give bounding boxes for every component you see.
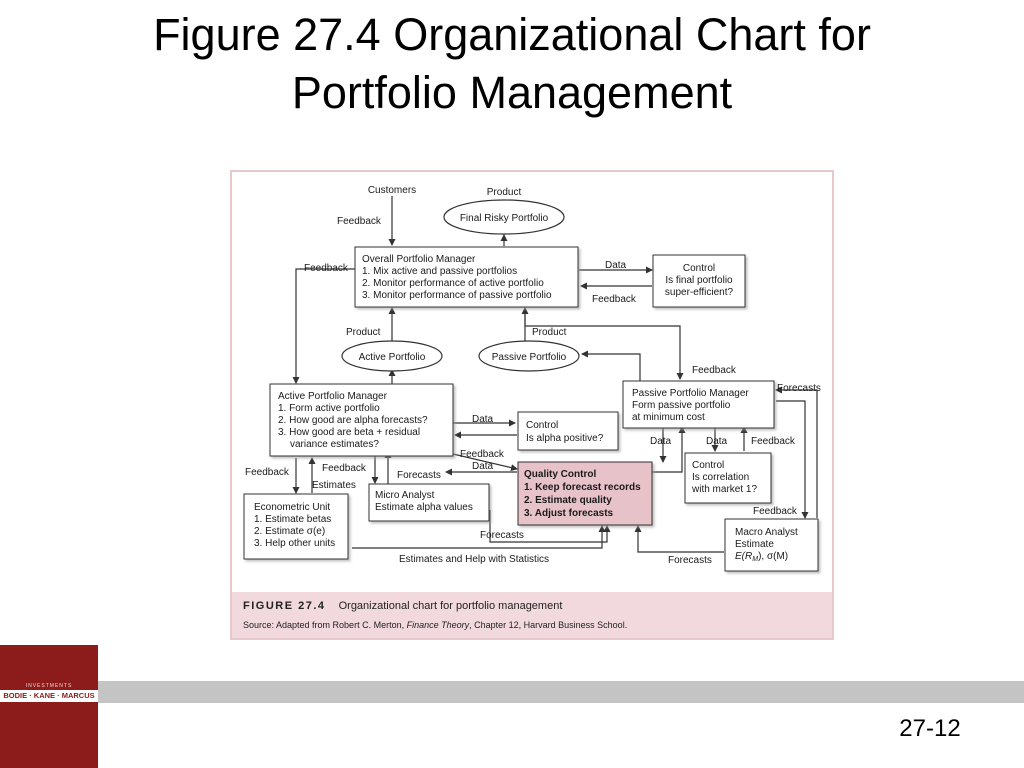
page-number: 27-12 — [899, 715, 961, 742]
label-forecasts: Forecasts — [480, 530, 524, 541]
box-line: Form passive portfolio — [632, 400, 731, 411]
box-line: Micro Analyst — [375, 490, 435, 501]
slide-title — [0, 6, 1024, 122]
label-forecasts: Forecasts — [668, 555, 712, 566]
logo-band — [0, 690, 98, 702]
box-line: Macro Analyst — [735, 527, 798, 538]
box-line: super-efficient? — [664, 287, 734, 298]
label-data: Data — [472, 414, 494, 425]
label-forecasts: Forecasts — [777, 383, 821, 394]
footer-bar — [98, 681, 1024, 703]
box-control-final-portfolio — [653, 255, 745, 307]
caption-source-book: Finance Theory — [406, 620, 470, 630]
label-feedback: Feedback — [592, 294, 636, 305]
box-line: Active Portfolio Manager — [278, 391, 387, 402]
ellipse-passive-label: Passive Portfolio — [491, 352, 567, 363]
caption-text: Organizational chart for portfolio management — [338, 600, 563, 612]
caption-source-suffix: , Chapter 12, Harvard Business School. — [469, 620, 628, 630]
box-line: with market 1? — [692, 484, 758, 495]
box-line: at minimum cost — [632, 412, 705, 423]
box-line: 1. Estimate betas — [254, 514, 332, 525]
label-customers: Customers — [367, 185, 417, 196]
box-line: 3. Adjust forecasts — [524, 508, 614, 519]
box-line: 1. Keep forecast records — [524, 482, 641, 493]
label-data: Data — [706, 436, 728, 447]
box-quality-control — [518, 462, 652, 525]
arrow-feedback-qc-to-macro — [776, 401, 805, 518]
box-line: Econometric Unit — [254, 502, 331, 513]
box-overall-portfolio-manager — [355, 247, 578, 307]
box-line: 3. How good are beta + residual — [278, 427, 421, 438]
label-data: Data — [605, 260, 627, 271]
label-product: Product — [532, 327, 567, 338]
box-line: Is final portfolio — [665, 275, 733, 286]
box-passive-portfolio-manager — [623, 381, 774, 428]
logo-top-text: INVESTMENTS — [25, 683, 73, 689]
ellipse-final-risky-portfolio — [444, 200, 564, 234]
label-feedback: Feedback — [304, 263, 348, 274]
slide-title-line-1: Figure 27.4 Organizational Chart for — [153, 9, 871, 60]
label-feedback: Feedback — [692, 365, 736, 376]
box-line: Control — [692, 460, 725, 471]
arrow-estimates-help — [352, 526, 602, 548]
box-line: variance estimates? — [290, 439, 379, 450]
box-line: Quality Control — [524, 469, 597, 480]
box-line: 2. Estimate quality — [524, 495, 612, 506]
arrow-feedback-left — [296, 269, 356, 383]
org-chart-diagram — [232, 172, 832, 592]
arrow-forecasts-macro-to-passive — [776, 390, 817, 518]
slide-title-line-2: Portfolio Management — [291, 67, 733, 118]
box-line: Overall Portfolio Manager — [362, 254, 476, 265]
box-line: Passive Portfolio Manager — [632, 388, 749, 399]
label-product: Product — [346, 327, 381, 338]
figure-frame — [230, 170, 834, 640]
logo-text: BODIE · KANE · MARCUS — [3, 691, 95, 700]
label-data: Data — [650, 436, 672, 447]
box-line: 2. Estimate σ(e) — [254, 526, 326, 537]
box-macro-analyst — [725, 519, 818, 571]
label-feedback: Feedback — [245, 467, 289, 478]
ellipse-passive-portfolio — [479, 341, 579, 371]
box-econometric-unit — [244, 494, 348, 559]
box-micro-analyst — [369, 484, 489, 521]
ellipse-active-label: Active Portfolio — [358, 352, 426, 363]
label-feedback: Feedback — [460, 449, 504, 460]
label-feedback: Feedback — [751, 436, 795, 447]
label-data: Data — [472, 461, 494, 472]
publisher-logo — [0, 645, 98, 768]
label-feedback: Feedback — [322, 463, 366, 474]
ellipse-final-risky-label: Final Risky Portfolio — [459, 213, 549, 224]
label-estimates: Estimates — [312, 480, 356, 491]
box-line: 3. Monitor performance of passive portfolio — [362, 290, 552, 301]
box-line: Control — [682, 263, 716, 274]
label-product: Product — [486, 187, 522, 198]
box-line: Estimate alpha values — [375, 502, 473, 513]
box-line: Estimate — [735, 539, 774, 550]
box-line: 2. Monitor performance of active portfolio — [362, 278, 544, 289]
box-line: Is correlation — [692, 472, 750, 483]
box-active-portfolio-manager — [270, 384, 453, 456]
figure-caption — [232, 592, 832, 638]
box-line: Is alpha positive? — [526, 433, 604, 444]
box-control-correlation — [685, 453, 771, 503]
ellipse-active-portfolio — [342, 341, 442, 371]
box-line: Control — [526, 420, 559, 431]
arrow-passive-to-portfolio — [582, 354, 640, 384]
arrow-forecasts-macro-to-qc — [638, 526, 724, 552]
box-line: 3. Help other units — [254, 538, 336, 549]
box-line-formula: $E(R_M)$, σ(M) — [735, 551, 789, 563]
label-feedback: Feedback — [753, 506, 797, 517]
arrow-feedback-qc-to-passive — [652, 427, 682, 472]
box-line: 1. Form active portfolio — [278, 403, 380, 414]
box-line: 1. Mix active and passive portfolios — [362, 266, 518, 277]
caption-label: FIGURE 27.4 — [243, 600, 326, 612]
caption-title — [243, 600, 562, 612]
box-line: 2. How good are alpha forecasts? — [278, 415, 428, 426]
label-forecasts: Forecasts — [397, 470, 441, 481]
caption-source — [243, 620, 627, 630]
caption-source-prefix: Source: Adapted from Robert C. Merton, — [243, 620, 407, 630]
label-estimates-help: Estimates and Help with Statistics — [399, 554, 550, 565]
box-control-alpha — [518, 412, 618, 450]
label-feedback: Feedback — [337, 216, 381, 227]
